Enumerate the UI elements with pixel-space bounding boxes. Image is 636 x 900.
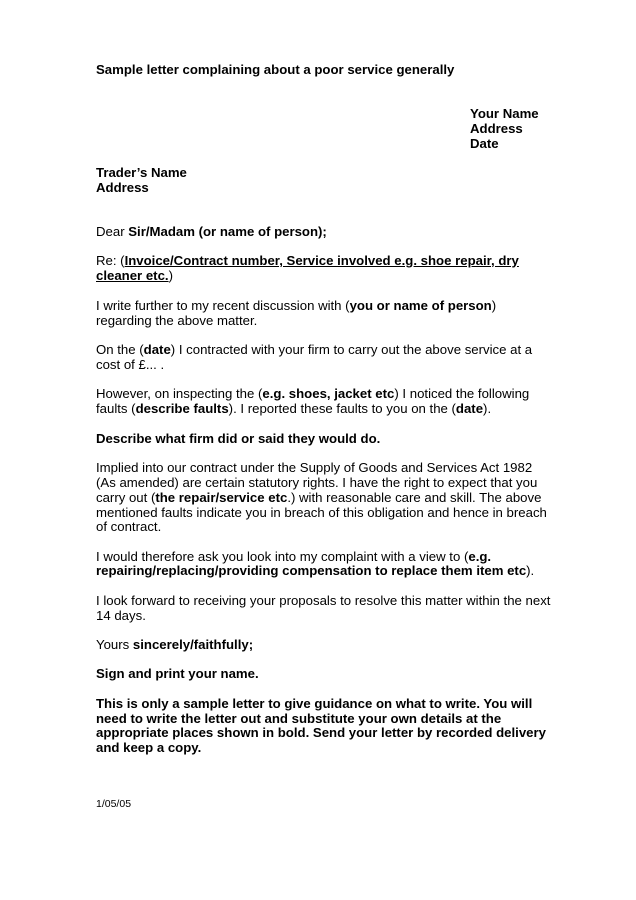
placeholder: repairing/replacing/providing compensation to replace them item etc [96,563,527,578]
text: I write further to my recent discussion with ( [96,298,350,313]
placeholder: the repair/service etc [155,490,288,505]
recipient-name: Trader’s Name [96,165,187,180]
sender-name: Your Name [470,106,539,121]
signature-instruction: Sign and print your name. [96,666,259,681]
closing-line [96,637,253,652]
text: ) [491,298,497,313]
note-line-2: need to write the letter out and substitute your own details at the [96,711,502,726]
closing-prefix: Yours [96,637,133,652]
para2-line-2: cost of £... . [96,357,165,372]
text: ). [526,563,535,578]
placeholder: e.g. shoes, jacket etc [262,386,395,401]
para6-line-1: I look forward to receiving your proposals to resolve this matter within the next [96,593,551,608]
para4-line-3 [96,490,541,505]
placeholder: date [455,401,484,416]
footer-date: 1/05/05 [96,798,132,810]
reference-details-cont: cleaner etc. [96,268,169,283]
salutation [96,224,327,239]
text: ) I contracted with your firm to carry out the above service at a [170,342,533,357]
placeholder: e.g. [468,549,492,564]
para1-line-2: regarding the above matter. [96,313,258,328]
reference-line-2 [96,268,173,283]
instruction-line: Describe what firm did or said they would do. [96,431,381,446]
placeholder: you or name of person [349,298,492,313]
reference-line-1 [96,253,519,268]
note-line-1: This is only a sample letter to give guidance on what to write. You will [96,696,533,711]
para3-line-1 [96,386,529,401]
page-heading: Sample letter complaining about a poor service generally [96,62,455,77]
placeholder: date [143,342,171,357]
text: However, on inspecting the ( [96,386,263,401]
para5-line-2 [96,563,534,578]
salutation-placeholder: Sir/Madam (or name of person); [128,224,327,239]
reference-close: ) [168,268,173,283]
text: ). [483,401,492,416]
para6-line-2: 14 days. [96,608,146,623]
text: carry out ( [96,490,156,505]
para4-line-5: of contract. [96,519,162,534]
para5-line-1 [96,549,491,564]
sender-date: Date [470,136,499,151]
recipient-address: Address [96,180,149,195]
text: .) with reasonable care and skill. The above [287,490,542,505]
text: ). I reported these faults to you on the ( [228,401,456,416]
para3-line-2 [96,401,491,416]
para4-line-2: (As amended) are certain statutory rights. I have the right to expect that you [96,475,538,490]
para1-line-1 [96,298,496,313]
reference-prefix: Re: ( [96,253,125,268]
sender-address: Address [470,121,523,136]
text: faults ( [96,401,136,416]
para4-line-4: mentioned faults indicate you in breach of this obligation and hence in breach [96,505,547,520]
closing-placeholder: sincerely/faithfully; [132,637,254,652]
text: On the ( [96,342,144,357]
note-line-4: and keep a copy. [96,740,202,755]
text: I would therefore ask you look into my complaint with a view to ( [96,549,469,564]
para2-line-1 [96,342,532,357]
para4-line-1: Implied into our contract under the Supply of Goods and Services Act 1982 [96,460,533,475]
placeholder: describe faults [135,401,229,416]
salutation-prefix: Dear [96,224,129,239]
text: ) I noticed the following [394,386,530,401]
note-line-3: appropriate places shown in bold. Send your letter by recorded delivery [96,725,546,740]
reference-details: Invoice/Contract number, Service involved e.g. shoe repair, dry [124,253,519,268]
